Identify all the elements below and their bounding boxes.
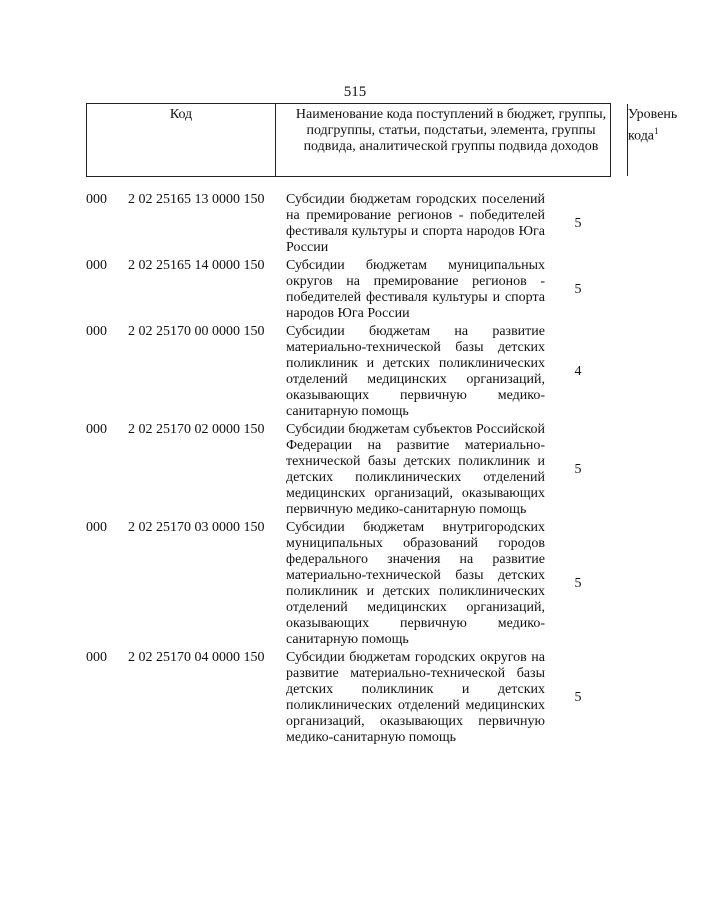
table-row xyxy=(86,422,611,518)
code-level: 4 xyxy=(574,364,582,379)
income-code: 2 02 25170 00 0000 150 xyxy=(128,324,265,339)
header-name: Наименование кода поступлений в бюджет, группы, подгруппы, статьи, подстатьи, элемента, группы подвида, аналитической группы подвида доходов xyxy=(275,104,628,176)
header-level-label: Уровень кода xyxy=(628,107,678,144)
admin-code: 000 xyxy=(86,258,107,273)
income-name: Субсидии бюджетам муниципальных округов на премирование регионов - победителей фестиваля культуры и спорта народов Юга России xyxy=(286,258,545,321)
table-body xyxy=(86,192,611,746)
code-level: 5 xyxy=(574,462,582,477)
income-name: Субсидии бюджетам на развитие материально-технической базы детских поликлиник и детских поликлинических отделений медицинских организаций, оказывающих первичную медико-санитарную помощь xyxy=(286,324,545,419)
code-level: 5 xyxy=(574,690,582,705)
admin-code: 000 xyxy=(86,422,107,437)
code-level: 5 xyxy=(574,216,582,231)
table-row xyxy=(86,650,611,746)
admin-code: 000 xyxy=(86,650,107,665)
table-row xyxy=(86,520,611,648)
page-number: 515 xyxy=(343,84,367,100)
admin-code: 000 xyxy=(86,192,107,207)
income-name: Субсидии бюджетам городских поселений на премирование регионов - победителей фестиваля культуры и спорта народов Юга России xyxy=(286,192,545,255)
table-row xyxy=(86,324,611,420)
code-level: 5 xyxy=(574,576,582,591)
income-code: 2 02 25170 02 0000 150 xyxy=(128,422,265,437)
admin-code: 000 xyxy=(86,324,107,339)
income-code: 2 02 25165 14 0000 150 xyxy=(128,258,265,273)
income-name: Субсидии бюджетам внутригородских муниципальных образований городов федерального значения на развитие материально-технической базы детских поликлиник и детских поликлинических отделений медицинских организаций, оказывающих первичную медико-санитарную помощь xyxy=(286,520,545,647)
table-row xyxy=(86,258,611,322)
table-row xyxy=(86,192,611,256)
header-code: Код xyxy=(87,104,276,176)
income-name: Субсидии бюджетам субъектов Российской Федерации на развитие материально-технической базы детских поликлиник и детских поликлинических отделений медицинских организаций, оказывающих первичную медико-санитарную помощь xyxy=(286,422,545,517)
code-level: 5 xyxy=(574,282,582,297)
income-code: 2 02 25170 03 0000 150 xyxy=(128,520,265,535)
admin-code: 000 xyxy=(86,520,107,535)
income-code: 2 02 25170 04 0000 150 xyxy=(128,650,265,665)
footnote-marker: 1 xyxy=(654,126,659,136)
income-name: Субсидии бюджетам городских округов на развитие материально-технической базы детских поликлиник и детских поликлинических отделений медицинских организаций, оказывающих первичную медико-санитарную помощь xyxy=(286,650,545,745)
table-header xyxy=(86,103,678,177)
income-code: 2 02 25165 13 0000 150 xyxy=(128,192,265,207)
